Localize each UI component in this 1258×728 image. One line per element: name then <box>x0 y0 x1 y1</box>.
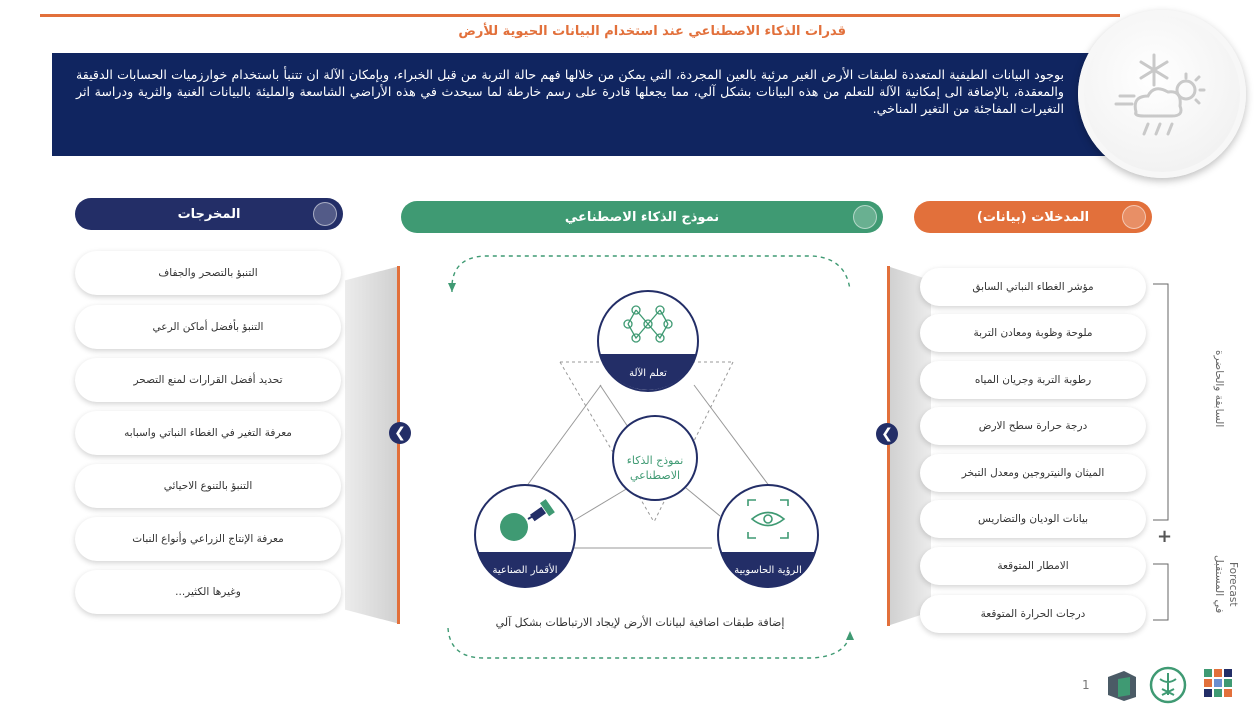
title-rule <box>40 14 1120 17</box>
output-item: معرفة الإنتاج الزراعي وأنواع النبات <box>75 517 341 561</box>
data-icon <box>1122 205 1146 229</box>
center-label-line1: نموذج الذكاء <box>626 454 684 467</box>
ministry-logo-icon <box>1108 671 1136 701</box>
climate-badge <box>1078 10 1246 178</box>
input-item: درجة حرارة سطح الارض <box>920 407 1146 445</box>
footer-logos <box>1100 665 1250 705</box>
outputs-header-label: المخرجات <box>177 206 241 222</box>
satellites-label: الأقمار الصناعية <box>492 565 558 576</box>
output-item: التنبؤ بأفضل أماكن الرعي <box>75 305 341 349</box>
model-caption: إضافة طبقات اضافية لبيانات الأرض لإيجاد الارتباطات بشكل آلي <box>495 616 785 629</box>
outputs-arrow-button[interactable]: ❮ <box>389 422 411 444</box>
forecast-item: درجات الحرارة المتوقعة <box>920 595 1146 633</box>
page-number: 1 <box>1082 678 1090 692</box>
national-emblem-icon <box>1151 668 1185 702</box>
input-item: رطوبة التربة وجريان المياه <box>920 361 1146 399</box>
output-item: تحديد أفضل القرارات لمنع التصحر <box>75 358 341 402</box>
inputs-header-label: المدخلات (بيانات) <box>976 209 1090 225</box>
model-header <box>401 201 883 233</box>
input-item: ملوحة وظوبة ومعادن التربة <box>920 314 1146 352</box>
inputs-header <box>914 201 1152 233</box>
frame-top <box>452 256 850 292</box>
outputs-header <box>75 198 343 230</box>
forecast-label: Forecast <box>1227 562 1239 607</box>
output-item: معرفة التغير في الغطاء النباتي واسبابه <box>75 411 341 455</box>
slide-title: قدرات الذكاء الاصطناعي عند استخدام البيانات الحيوية للأرض <box>458 24 846 39</box>
weather-icon <box>1114 50 1210 140</box>
mosaic-logo-icon <box>1204 669 1232 697</box>
brain-icon <box>853 205 877 229</box>
output-item: التنبؤ بالتصحر والجفاف <box>75 251 341 295</box>
output-item: وغيرها الكثير... <box>75 570 341 614</box>
center-label-line2: الاصطناعي <box>629 469 681 482</box>
future-label: في المستقبل <box>1213 555 1225 614</box>
inputs-arrow-button[interactable]: ❮ <box>876 423 898 445</box>
past-present-label: السابقة والحاضرة <box>1213 350 1225 428</box>
input-item: الميثان والنيتروجين ومعدل التبخر <box>920 454 1146 492</box>
model-header-label: نموذج الذكاء الاصطناعي <box>564 209 720 225</box>
plus-icon: + <box>1157 526 1173 547</box>
intro-paragraph: بوجود البيانات الطيفية المتعددة لطبقات الأرض الغير مرئية بالعين المجردة، التي يمكن من خلالها فهم حالة التربة من قبل الخبراء، وبإمكان الآلة ان تتنبأ باستخدام خوارزميات الحسابات الدقيقة والمعقدة، بالإضافة الى إمكانية الآلة للتعلم من هذه البيانات بشكل آلي، مما يجعلها قادرة على رسم خارطة لما سيحدث في هذه الأراضي الشاسعة والمليئة بالبيانات الغنية والثرية ودراسة اثر التغيرات المفاجئة من التغير المناخي. <box>52 53 1110 156</box>
frame-bottom <box>448 628 850 658</box>
forecast-item: الامطار المتوقعة <box>920 547 1146 585</box>
input-brackets <box>1148 280 1188 640</box>
ai-model-center-label <box>612 453 698 483</box>
machine-learning-label: تعلم الآلة <box>629 368 667 379</box>
output-icon <box>313 202 337 226</box>
computer-vision-label: الرؤية الحاسوبية <box>734 565 802 576</box>
outputs-side-panel <box>345 266 400 624</box>
input-item: بيانات الوديان والتضاريس <box>920 500 1146 538</box>
input-item: مؤشر الغطاء النباتي السابق <box>920 268 1146 306</box>
output-item: التنبؤ بالتنوع الاحيائي <box>75 464 341 508</box>
